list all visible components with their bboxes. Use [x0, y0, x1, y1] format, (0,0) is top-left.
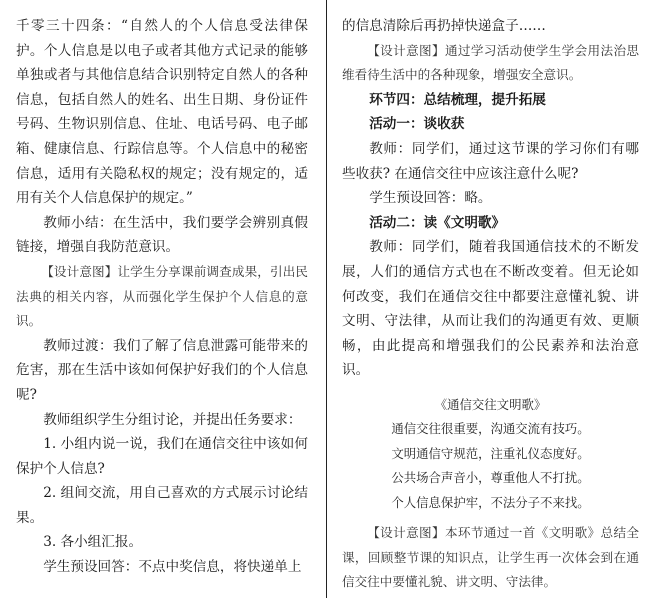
teacher-transition: 教师过渡：我们了解了信息泄露可能带来的危害，那在生活中该如何保护好我们的个人信息呢?	[16, 337, 308, 403]
activity-1-teacher: 教师：同学们，通过这节课的学习你们有哪些收获? 在通信交往中应该注意什么呢?	[342, 140, 639, 182]
task-1: 1. 小组内说一说，我们在通信交往中该如何保护个人信息?	[16, 436, 308, 477]
continuation-text: 的信息清除后再扔掉快递盒子……	[342, 18, 546, 34]
design-note-2: 【设计意图】通过学习活动使学生学会用法治思维看待生活中的各种现象，增强安全意识。	[342, 42, 639, 83]
poem-line: 个人信息保护牢，不法分子不来找。	[391, 494, 590, 510]
poem-line: 公共场合声音小，尊重他人不打扰。	[391, 470, 590, 486]
column-divider	[326, 0, 327, 598]
student-answer: 学生预设回答：不点中奖信息，将快递单上	[43, 559, 302, 576]
poem	[342, 393, 639, 515]
teacher-summary: 教师小结：在生活中，我们要学会辨别真假链接，增强自我防范意识。	[16, 214, 308, 256]
poem-line: 文明通信守规范，注重礼仪态度好。	[391, 445, 590, 461]
design-note-3: 【设计意图】本环节通过一首《文明歌》总结全课，回顾整节课的知识点，让学生再一次体会到在通信交往中要懂礼貌、讲文明、守法律。	[342, 524, 639, 590]
activity-2-teacher: 教师：同学们，随着我国通信技术的不断发展，人们的通信方式也在不断改变着。但无论如何改变，我们在通信交往中都要注意懂礼貌、讲文明、守法律，从而让我们的沟通更有效、更顺畅，由此提高和增强我们的公民素养和法治意识。	[342, 239, 639, 379]
activity-2-title: 活动二：读《文明歌》	[369, 214, 506, 231]
section-title: 环节四：总结梳理，提升拓展	[369, 91, 546, 108]
activity-1-title: 活动一：谈收获	[369, 116, 465, 133]
task-3: 3. 各小组汇报。	[43, 534, 143, 551]
poem-line: 通信交往很重要，沟通交流有技巧。	[391, 421, 590, 437]
poem-title: 《通信交往文明歌》	[434, 396, 547, 412]
activity-1-student: 学生预设回答：略。	[369, 190, 492, 207]
group-discussion: 教师组织学生分组讨论，并提出任务要求：	[43, 411, 302, 428]
law-quote: 千零三十四条：“自然人的个人信息受法律保护。个人信息是以电子或者其他方式记录的能够单独或者与其他信息结合识别特定自然人的各种信息，包括自然人的姓名、出生日期、身份证件号码、生物识别信息、住址、电话号码、电子邮箱、健康信息、行踪信息等。个人信息中的秘密信息，适用有关隐私权的规定；没有规定的，适用有关个人信息保护的规定。”	[16, 18, 308, 207]
left-column	[16, 14, 308, 580]
design-note-1: 【设计意图】让学生分享课前调查成果，引出民法典的相关内容，从而强化学生保护个人信息的意识。	[16, 263, 308, 329]
task-2: 2. 组间交流，用自己喜欢的方式展示讨论结果。	[16, 485, 308, 526]
right-column	[342, 14, 639, 595]
